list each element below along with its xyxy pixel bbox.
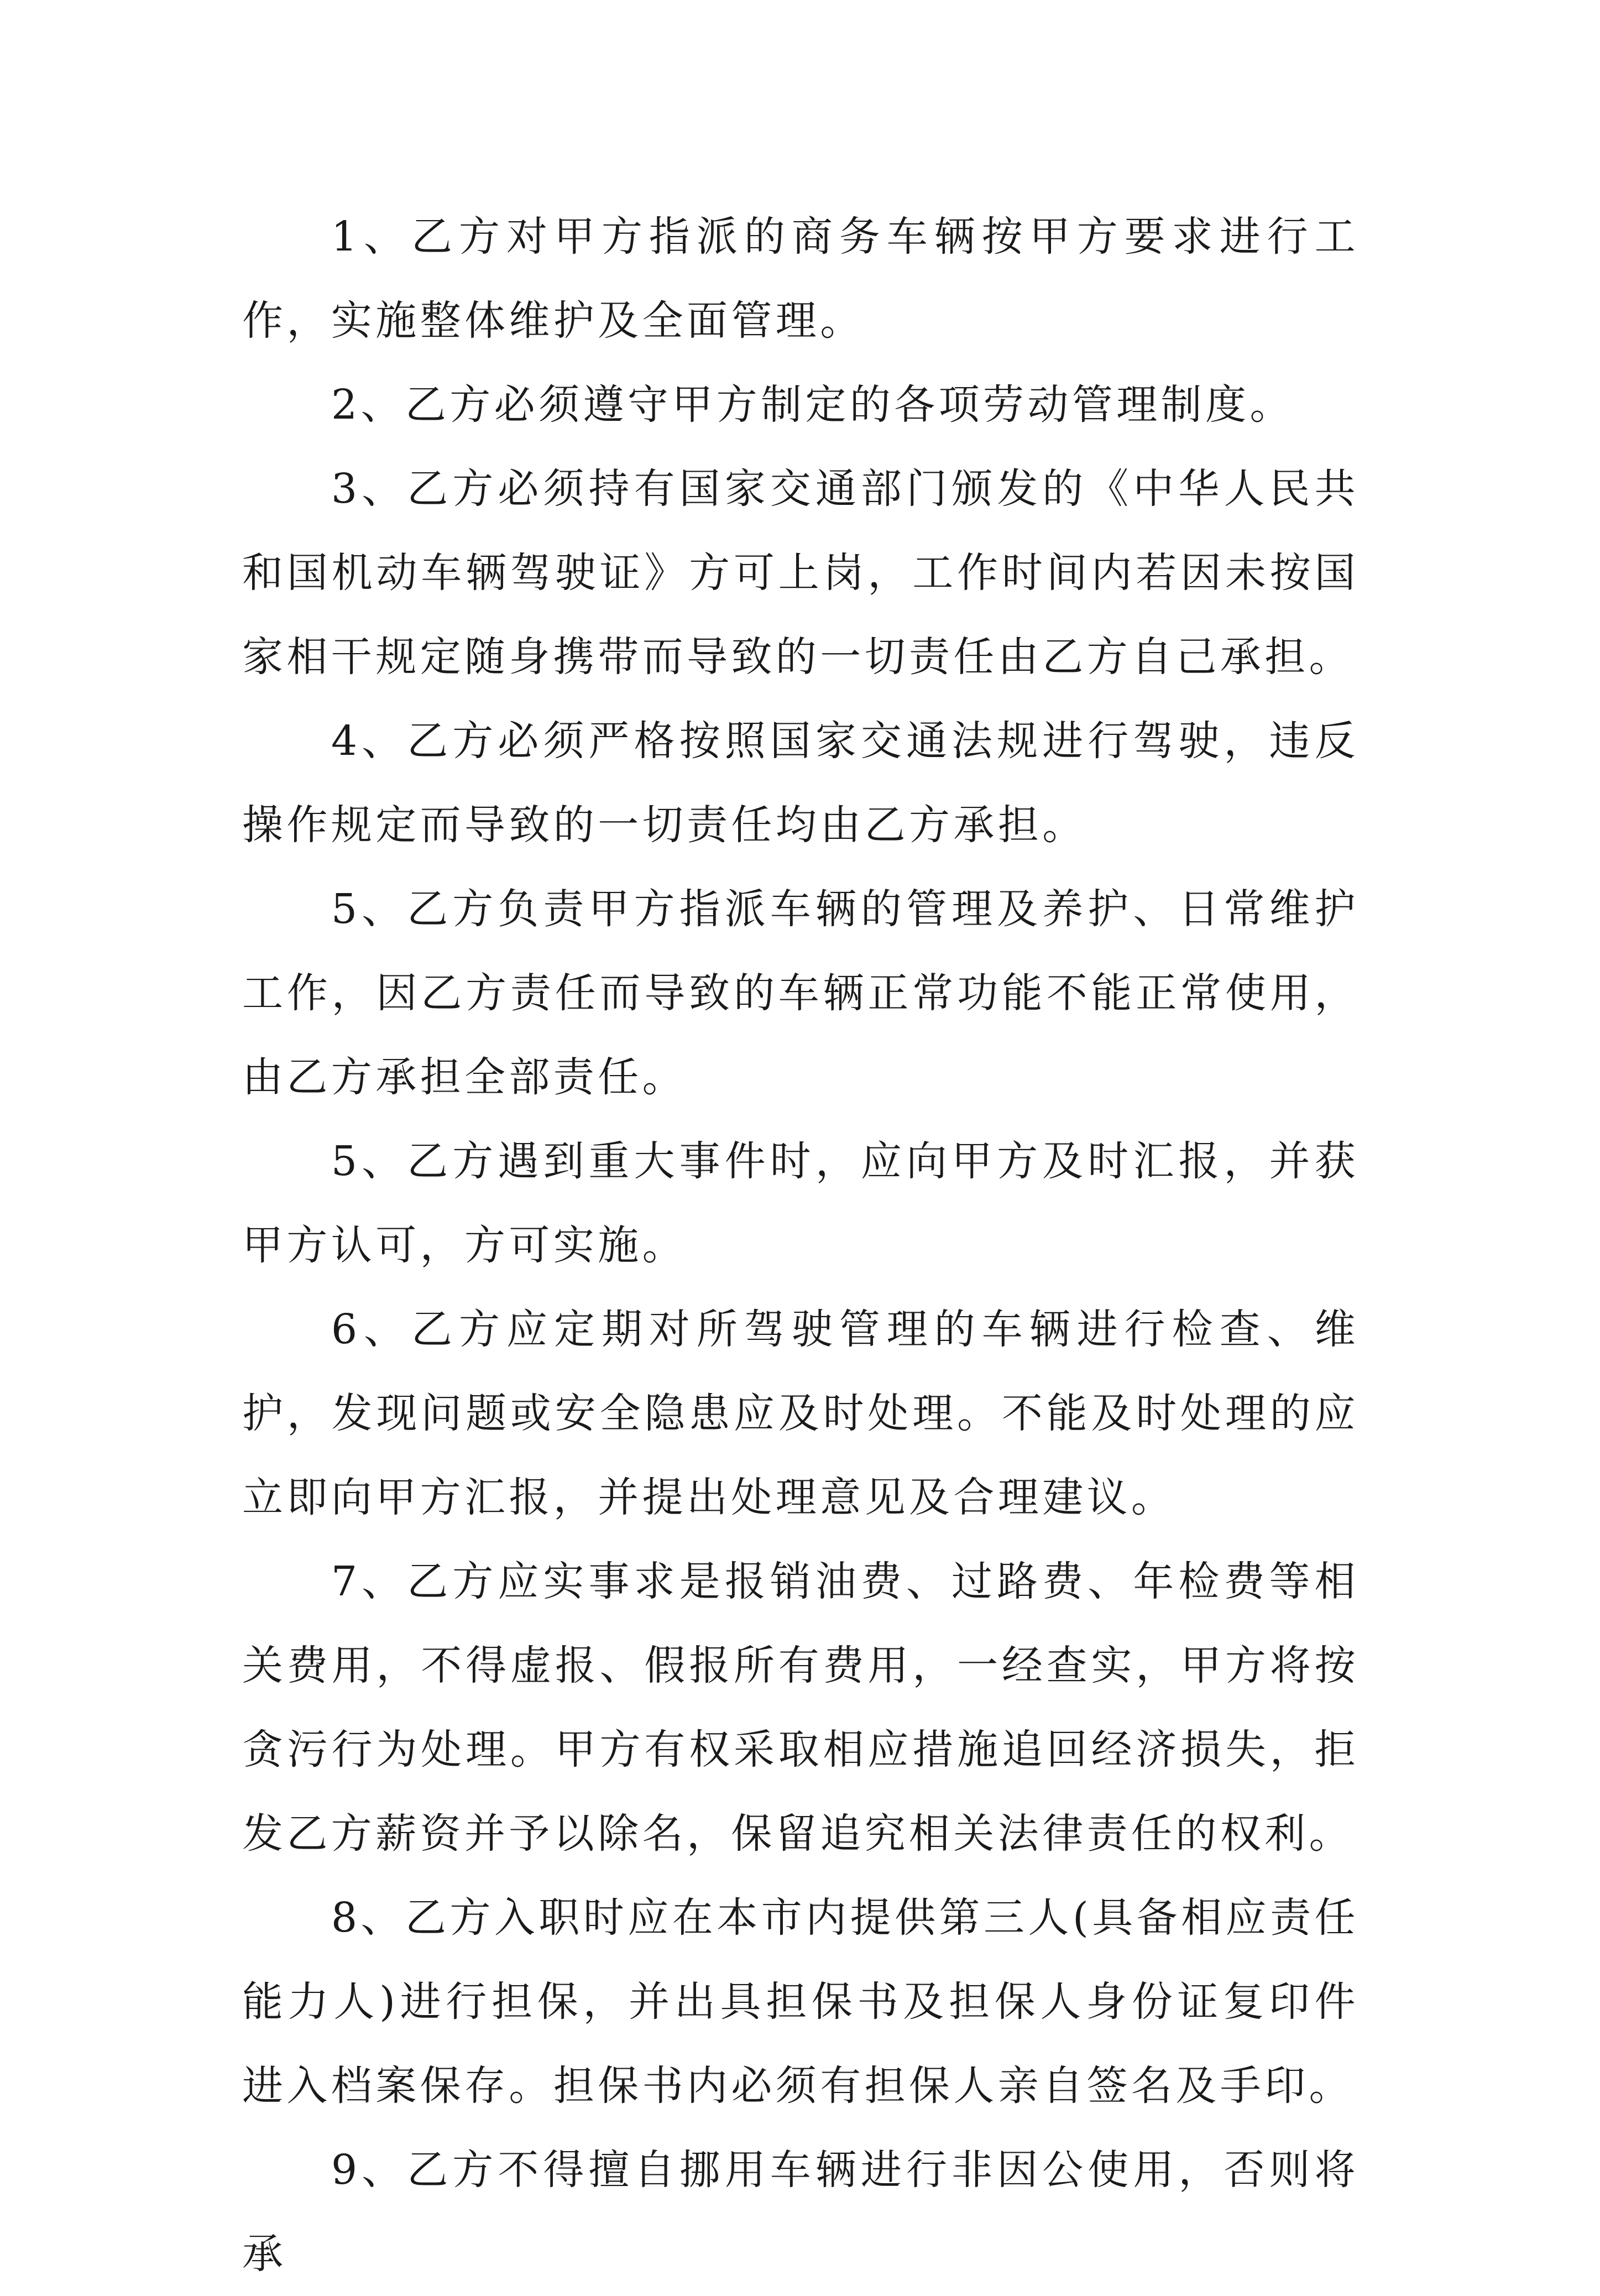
paragraph-8: 8、乙方入职时应在本市内提供第三人(具备相应责任能力人)进行担保，并出具担保书及担保人身份证复印件进入档案保存。担保书内必须有担保人亲自签名及手印。 [242, 1894, 1359, 2110]
paragraph-2: 2、乙方必须遵守甲方制定的各项劳动管理制度。 [331, 381, 1294, 429]
paragraph-5b: 5、乙方遇到重大事件时，应向甲方及时汇报，并获甲方认可，方可实施。 [242, 1137, 1359, 1269]
document-body [242, 195, 1359, 2296]
paragraph-5: 5、乙方负责甲方指派车辆的管理及养护、日常维护工作，因乙方责任而导致的车辆正常功能不能正常使用，由乙方承担全部责任。 [242, 885, 1359, 1101]
paragraph-4: 4、乙方必须严格按照国家交通法规进行驾驶，违反操作规定而导致的一切责任均由乙方承担。 [242, 717, 1359, 849]
paragraph-9: 9、乙方不得擅自挪用车辆进行非因公使用，否则将承 [242, 2146, 1359, 2278]
paragraph-3: 3、乙方必须持有国家交通部门颁发的《中华人民共和国机动车辆驾驶证》方可上岗，工作时间内若因未按国家相干规定随身携带而导致的一切责任由乙方自己承担。 [242, 465, 1359, 681]
paragraph-6: 6、乙方应定期对所驾驶管理的车辆进行检查、维护，发现问题或安全隐患应及时处理。不能及时处理的应立即向甲方汇报，并提出处理意见及合理建议。 [242, 1306, 1359, 1521]
paragraph-1: 1、乙方对甲方指派的商务车辆按甲方要求进行工作，实施整体维护及全面管理。 [242, 213, 1359, 345]
paragraph-7: 7、乙方应实事求是报销油费、过路费、年检费等相关费用，不得虚报、假报所有费用，一经查实，甲方将按贪污行为处理。甲方有权采取相应措施追回经济损失，拒发乙方薪资并予以除名，保留追究相关法律责任的权利。 [242, 1558, 1359, 1857]
